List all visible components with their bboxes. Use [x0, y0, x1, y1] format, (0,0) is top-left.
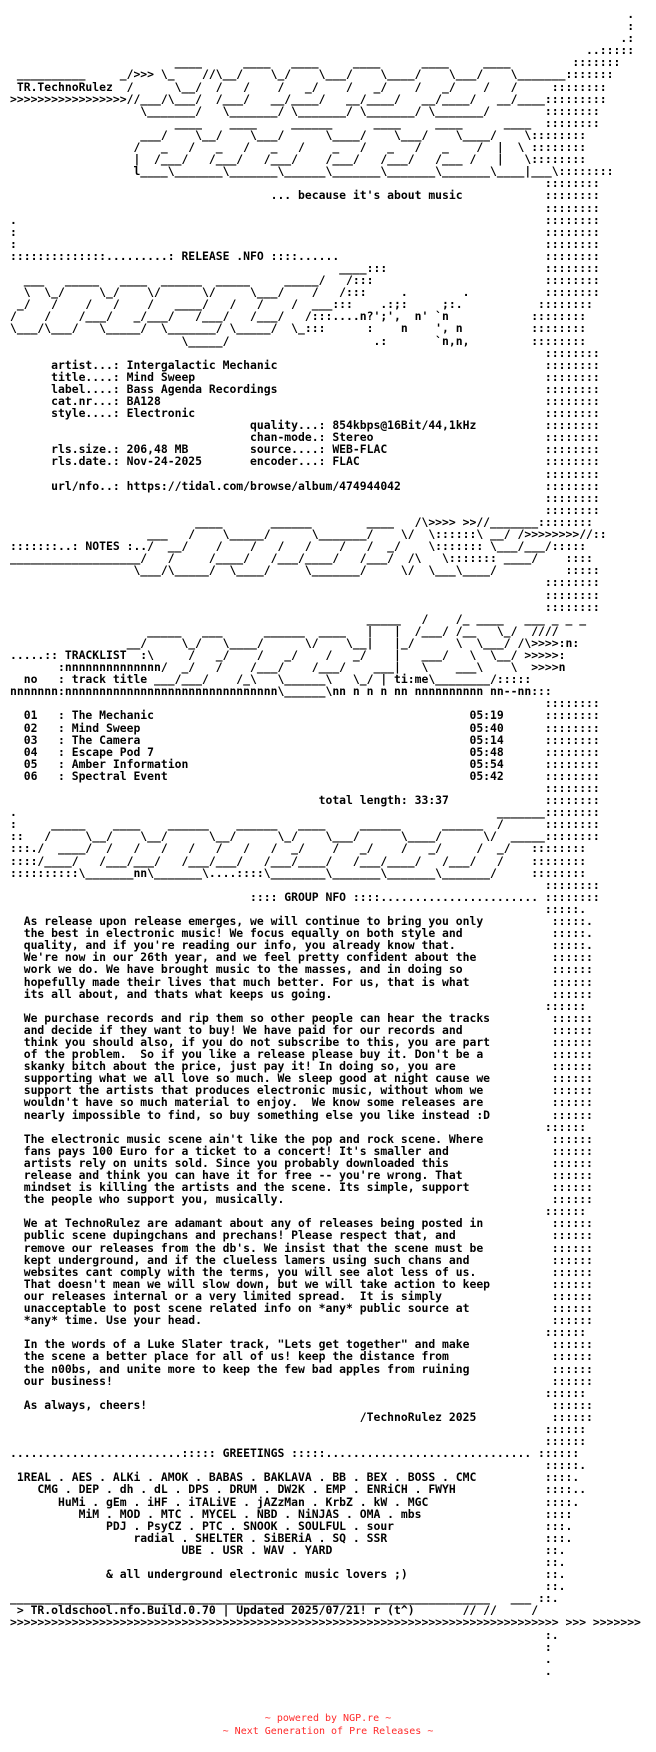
- footer: [0, 1712, 656, 1738]
- tagline-link[interactable]: ~ Next Generation of Pre Releases ~: [222, 1726, 434, 1737]
- nfo-text: . : .: ..::::: ____ ____ ____ ____ ____ ____ ::::::: __________ _/>>> \_ //\__/ \_/ \___/ \____/ \___/ \_______::::::: TR.TechnoRulez / \__/ / / / _/ / _/ / _/ / / :::::::: >>>>>>>>>>>>>>>>>//___/\___/ /___/ __/____/ __/____/ __/____/ __/____::::::::: \_______/ \_______/ \_______/ \_______/ \_______/ :::::::: ____ ____ ______ ____ ____ ____ :::::::: ___/ \__/ \___/ \____/ \___/ \____/ \:::::::: / _ / _ / _ / _ / _ / _ / | \ :::::::: | /___/ /___/ /___/ /___/ /___/ /___ / | \:::::::: l____\_______\_______\______\_______\_______\_______\____|___\:::::::: :::::::: ... because it's about music :::::::: :::::::: . :::::::: : :::::::: : :::::::: ::::::::::::::.........: RELEASE .NFO ::::...... :::::::: ____::: :::::::: ___ _____ ____ ______ _____ _____/ /::: :::::::: \ \_/ \_/ \/ \/ \___/ / /::: . . :::::::: _/ / / / / ____/ / / / ___::: .:;: ;:. :::::::: / / /___/ _/___/ /___/ /___/ /:::....n?';', n' `n :::::::: \___/\___/ \_____/ \_______/ \_____/ \_::: : n ', n :::::::: \_____/ .: `n,n, :::::::: :::::::: artist...: Intergalactic Mechanic :::::::: title....: Mind Sweep :::::::: label....: Bass Agenda Recordings :::::::: cat.nr...: BA128 :::::::: style....: Electronic :::::::: quality...: 854kbps@16Bit/44,1kHz :::::::: chan-mode.: Stereo :::::::: rls.size.: 206,48 MB source....: WEB-FLAC :::::::: rls.date.: Nov-24-2025 encoder...: FLAC :::::::: :::::::: url/nfo..: https://tidal.com/browse/album/474944042 :::::::: :::::::: :::::::: ____ ______ ____ /\>>>> >>//_______:::::::: ___ / \_____/ \_______/ \/ \::::::\ __/ />>>>>>>>//:: :::::::..: NOTES :../ __/ / / / / / / _/ \::::::: \___/___/::::: ___________________/ / /____/ /___/____/ /___/ /\ \::::::: ____/ :::: \___/\_____/ \____/ \_______/ \/ \___\____/ ::::: :::::::: :::::::: :::::::: _____ / /_ ____ ___ _ _ _ _____ ___ ______ ____ | | /___/ /__ \_/ //// __/ \_/ \____/ \/ \__| |_/ \ \___/ /\>>>>:n: .....:: TRACKLIST :\ / _/ / _/ / _/ | ___/ \ \__/ >>>>>: :nnnnnnnnnnnnnn/ _/ / /___/ /___/ ___| \ ___\ \ >>>>n no : track title ___/___/ /_\ \______\ \_/ | ti:me\________/::::: nnnnnnn:nnnnnnnnnnnnnnnnnnnnnnnnnnnnnnn\______\nn n n n nn nnnnnnnnnn nn--nn::: :::::::: 01 : The Mechanic 05:19 :::::::: 02 : Mind Sweep 05:40 :::::::: 03 : The Camera 05:14 :::::::: 04 : Escape Pod 7 05:48 :::::::: 05 : Amber Information 05:54 :::::::: 06 : Spectral Event 05:42 :::::::: :::::::: total length: 33:37 :::::::: . _______:::::::: : _____ ____ ______ ______ ____ ______ ______ / :::::::: :: / \__/ \__/ \__/ \_/ \___/ \____/ \/ _____:::::::: :::./ ____/ / / / / / / / _/ / _/ / _/ / _/ :::::::: ::::/____/ /___/___/ /___/___/ /___/____/ /___/____/ /___/ / :::::::: ::::::::::\_______nn\_______\....::::\________\_______\_______\_______/ :::::::: :::::::: :::: GROUP NFO ::::....................... :::::::: :::::. As release upon release emerges, we will continue to bring you only :::::. the best in electronic music! We focus equally on both style and :::::. quality, and if you're reading our info, you already know that. :::::. We're now in our 26th year, and we feel pretty confident about the :::::: work we do. We have brought music to the masses, and in doing so :::::: hopefully made their lives that much better. For us, that is what :::::: its all about, and thats what keeps us going. :::::: :::::: We purchase records and rip them so other people can hear the tracks :::::: and decide if they want to buy! We have paid for our records and :::::: think you should also, if you do not subscribe to this, you are part :::::: of the problem. So if you like a release please buy it. Don't be a :::::: skanky bitch about the price, just pay it! In doing so, you are :::::: supporting what we all love so much. We sleep good at night cause we :::::: support the artists that produces electronic music, without whom we :::::: wouldn't have so much material to enjoy. We know some releases are :::::: nearly impossible to find, so buy something else you like instead :D :::::: :::::: The electronic music scene ain't like the pop and rock scene. Where :::::: fans pays 100 Euro for a ticket to a concert! It's smaller and :::::: artists rely on units sold. Since you probably downloaded this :::::: release and think you can have it for free -- you're wrong. That :::::: mindset is killing the artists and the scene. Its simple, support :::::: the people who support you, musically. :::::: :::::: We at TechnoRulez are adamant about any of releases being posted in :::::: public scene dupingchans and prechans! Please respect that, and :::::: remove our releases from the db's. We insist that the scene must be :::::: kept underground, and if the clueless lamers using such chans and :::::: websites cant comply with the terms, you will see alot less of us. :::::: That doesn't mean we will slow down, but we will take action to keep :::::: our releases internal or a very limited spread. It is simply :::::: unacceptable to post scene related info on *any* public source at :::::: *any* time. Use your head. :::::: :::::: In the words of a Luke Slater track, "Lets get together" and make :::::: the scene a better place for all of us! keep the distance from :::::: the n00bs, and unite more to keep the few bad apples from ruining :::::: our business! :::::: :::::: As always, cheers! :::::: /TechnoRulez 2025 :::::: :::::: :::::: .........................::::: GREETINGS :::::.............................. :::::: :::::. 1REAL . AES . ALKi . AMOK . BABAS . BAKLAVA . BB . BEX . BOSS . CMC ::::. CMG . DEP . dh . dL . DPS . DRUM . DW2K . EMP . ENRiCH . FWYH ::::.. HuMi . gEm . iHF . iTALiVE . jAZzMan . KrbZ . kW . MGC ::::. MiM . MOD . MTC . MYCEL . NBD . NiNJAS . OMA . mbs :::: PDJ . PsyCZ . PTC . SNOOK . SOULFUL . sour :::. radial . SHELTER . SiBERiA . SQ . SSR :::. UBE . USR . WAV . YARD ::. ::. & all underground electronic music lovers ;) ::. ::. ______________________________________________________________________ ___ ::. > TR.oldschool.nfo.Build.0.70 | Updated 2025/07/21! r (t^) // // / >>>>>>>>>>>>>>>>>>>>>>>>>>>>>>>>>>>>>>>>>>>>>>>>>>>>>>>>>>>>>>>>>>>>>>>>>>>>>>>> >>> >>>>>>> :. : . .: [10, 8, 641, 1677]
- powered-by-link[interactable]: ~ powered by NGP.re ~: [264, 1713, 392, 1724]
